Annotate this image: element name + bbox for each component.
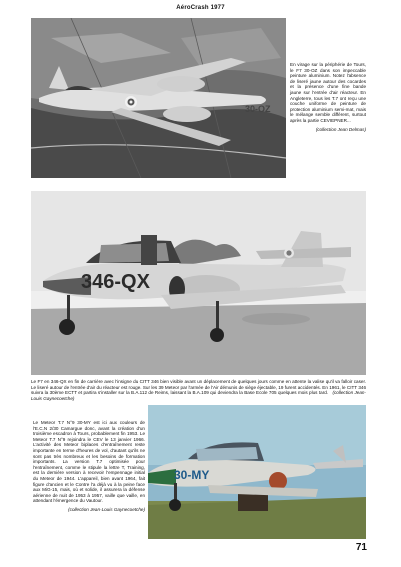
caption-photo-2 xyxy=(31,379,366,401)
credit-photo-1: (collection Jean Delmas) xyxy=(315,126,366,132)
caption-photo-1 xyxy=(290,62,366,132)
caption-photo-3 xyxy=(33,420,145,513)
aircraft-code-30-my: 30-MY xyxy=(174,468,210,482)
credit-photo-2: (collection Jean-Louis Gaynecoetche) xyxy=(31,390,367,401)
photo-aircraft-on-ground xyxy=(31,191,366,375)
page-header: AéroCrash 1977 xyxy=(176,5,225,11)
caption-photo-3-text: Le Meteor T.7 N°9 30-MY est ici aux couleurs de l'E.C.N 2/30 Camargue donc, avant la création d'un troisième escadron à Tours, probablement fin 1953. Le Meteor T.7 N°9 rejoindra le CEV le 13 janvier 1966. L'activité des Meteor biplaces d'entraînement reste importante en terme d'heures de vol, d'autant qu'ils ne sont pas très nombreux et les besoins de formation importants. La version T.7 optimisée pour l'entraînement, comme le stipule la lettre T, Training, est la dernière version à recevoir l'empennage initial du Meteor de 1944. L'appareil, bien avant 1964, fait figure d'ancien et le Contre l'a déjà vu à la peine face aux MiG-15, mais, où et solide, il assurera la défense aérienne de nuit de 1953 à 1957, vaille que vaille, en attendant l'émergence du Vautour. xyxy=(33,420,145,504)
aircraft-code-346-qx: 346-QX xyxy=(81,271,150,293)
photo-aircraft-color xyxy=(148,405,366,539)
credit-photo-3: (collection Jean-Louis Gaynecoetche) xyxy=(68,506,145,512)
aircraft-code-30-oz: 30-OZ xyxy=(245,104,271,114)
photo-aircraft-in-flight xyxy=(31,18,286,178)
caption-photo-2-text: Le F7 en 346-QX en fin de carrière avec l'insigne du CITT 346 bien visible avant un déplacement de quelques jours comme en attente la valise qu'il va falloir caser. Le liseré autour de l'entrée d'air du réacteur est rouge. Sur les 39 Meteor par l'armée de l'Air démunis de siège éjectable, 19 furent accidentés. En 1961, le CITT 346 suivra la 30ème ECTT et partira s'installer sur la B.A.112 de Reims, laissant la B.A.109 qui deviendra la Base Ecole 705 quelques mois plus tard. xyxy=(31,379,366,396)
caption-photo-1-text: En virage sur la périphérie de Tours, le F7 30-OZ dans son impeccable peinture aluminium. Notez l'absence de liseré jaune autour des cocardes et la présence d'une fine bande jaune sur l'entrée d'air réacteur. En Angleterre, tous les T.7 ont reçu une couche uniforme de peinture de protection aluminium semi-mat, mais le mélange semble différent, surtout après la partie CEVIEPNER... xyxy=(290,62,366,123)
page-number: 71 xyxy=(355,542,367,553)
